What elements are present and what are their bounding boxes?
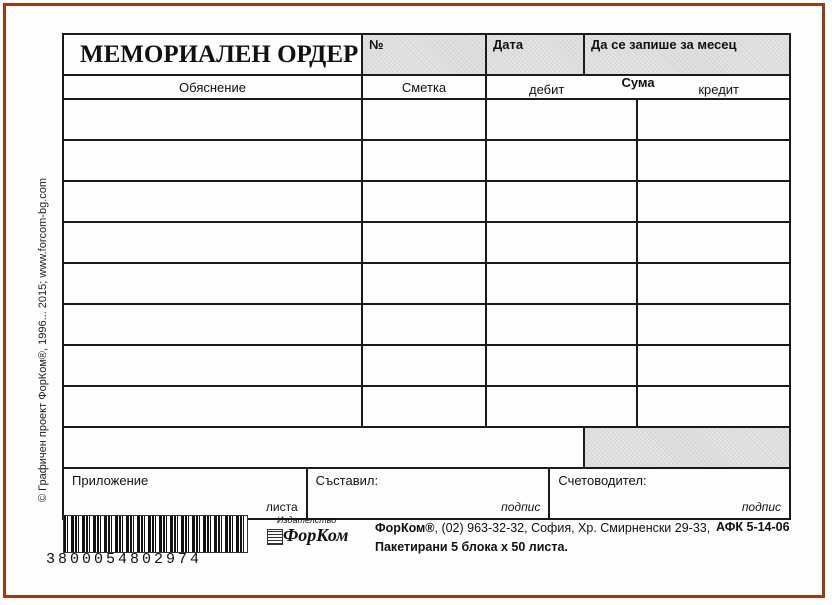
product-code: АФК 5-14-06 [716, 520, 790, 534]
account-cell[interactable] [362, 181, 486, 222]
description-cell[interactable] [63, 222, 362, 263]
number-field[interactable]: № [362, 34, 486, 75]
debit-label: дебит [529, 82, 565, 97]
account-cell[interactable] [362, 304, 486, 345]
credit-cell[interactable] [637, 263, 790, 304]
barcode-digits: 3800054802974 [46, 551, 203, 568]
table-row [63, 140, 790, 181]
account-cell[interactable] [362, 345, 486, 386]
table-row [63, 263, 790, 304]
description-cell[interactable] [63, 345, 362, 386]
description-header: Обяснение [63, 75, 362, 99]
publisher-name: ФорКом® [375, 521, 435, 535]
description-cell[interactable] [63, 99, 362, 140]
sum-header [486, 75, 790, 99]
compiled-by-field[interactable]: Съставил: подпис [307, 469, 550, 518]
account-cell[interactable] [362, 140, 486, 181]
date-field[interactable]: Дата [486, 34, 584, 75]
logo-text: ФорКом [283, 525, 349, 545]
account-header: Сметка [362, 75, 486, 99]
debit-cell[interactable] [486, 181, 637, 222]
table-row [63, 181, 790, 222]
debit-cell[interactable] [486, 99, 637, 140]
copyright-text: © Графичен проект ФорКом®, 1996... 2015; www.forcom-bg.com [37, 177, 49, 503]
attachment-field[interactable]: Приложение листа [64, 469, 307, 518]
credit-cell[interactable] [637, 181, 790, 222]
month-field[interactable]: Да се запише за месец [584, 34, 790, 75]
debit-cell[interactable] [486, 345, 637, 386]
accountant-field[interactable]: Счетоводител: подпис [558, 473, 782, 514]
debit-cell[interactable] [486, 304, 637, 345]
table-row [63, 304, 790, 345]
credit-cell[interactable] [637, 140, 790, 181]
account-cell[interactable] [362, 99, 486, 140]
account-cell[interactable] [362, 222, 486, 263]
credit-cell[interactable] [637, 222, 790, 263]
table-row [63, 345, 790, 386]
packaging-text: Пакетирани 5 блока х 50 листа. [375, 540, 568, 554]
memorial-order-form [62, 33, 791, 520]
account-cell[interactable] [362, 263, 486, 304]
publisher-logo [265, 515, 365, 555]
publisher-contact: , (02) 963-32-32, София, Хр. Смирненски 29-33, [434, 521, 711, 535]
debit-cell[interactable] [486, 263, 637, 304]
account-cell[interactable] [362, 386, 486, 427]
description-cell[interactable] [63, 181, 362, 222]
barcode [63, 515, 248, 553]
credit-cell[interactable] [637, 345, 790, 386]
table-row [63, 222, 790, 263]
description-cell[interactable] [63, 263, 362, 304]
publisher-label: Издателство [277, 515, 337, 525]
debit-cell[interactable] [486, 222, 637, 263]
credit-cell[interactable] [637, 304, 790, 345]
logo-mark-icon [267, 529, 283, 545]
total-label-cell[interactable] [63, 427, 584, 468]
credit-label: кредит [698, 82, 740, 97]
table-row [63, 99, 790, 140]
credit-cell[interactable] [637, 386, 790, 427]
debit-cell[interactable] [486, 140, 637, 181]
description-cell[interactable] [63, 304, 362, 345]
table-row [63, 386, 790, 427]
credit-cell[interactable] [637, 99, 790, 140]
publisher-info [375, 519, 710, 557]
debit-cell[interactable] [486, 386, 637, 427]
description-cell[interactable] [63, 386, 362, 427]
description-cell[interactable] [63, 140, 362, 181]
form-title: МЕМОРИАЛЕН ОРДЕР [63, 34, 362, 75]
sum-label: Сума [621, 75, 655, 90]
total-shaded-cell [584, 427, 790, 468]
